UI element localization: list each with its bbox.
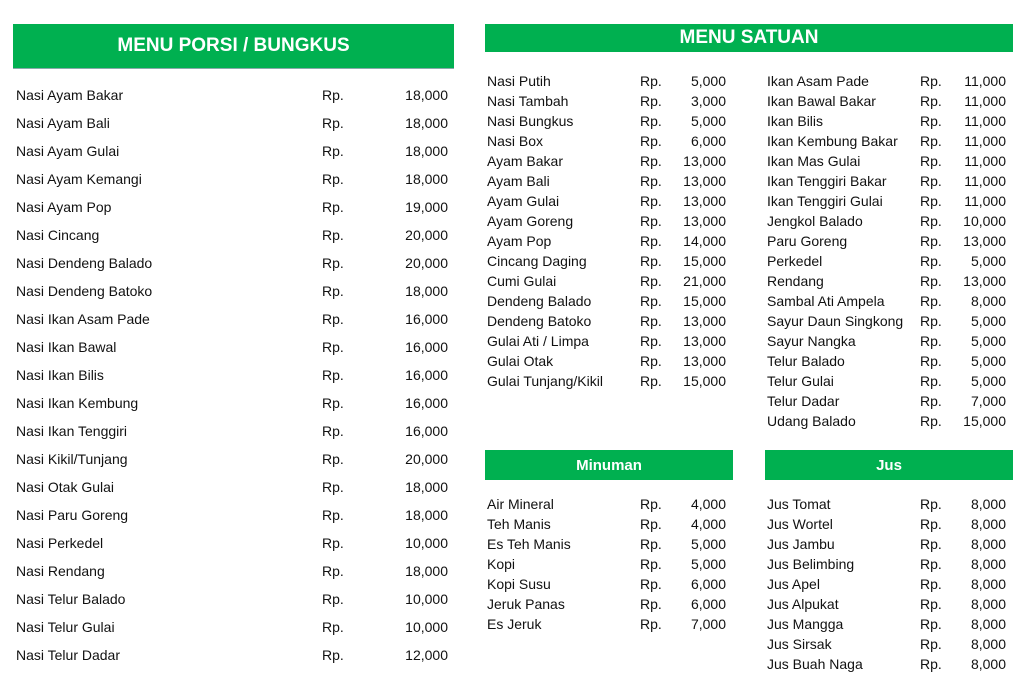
item-price: 20,000 — [405, 227, 448, 243]
item-currency: Rp. — [322, 255, 344, 271]
menu-item — [767, 393, 1006, 413]
item-name: Nasi Otak Gulai — [16, 479, 115, 495]
minuman-title: Minuman — [576, 456, 642, 474]
menu-item — [487, 173, 726, 193]
item-name: Nasi Ayam Bakar — [16, 87, 124, 103]
menu-item — [16, 395, 448, 423]
item-price: 11,000 — [964, 193, 1006, 209]
item-price: 15,000 — [683, 373, 726, 389]
item-price: 6,000 — [690, 576, 726, 592]
porsi-header — [13, 24, 454, 69]
item-price: 12,000 — [405, 647, 448, 663]
item-price: 8,000 — [970, 536, 1006, 552]
item-currency: Rp. — [322, 143, 344, 159]
item-price: 13,000 — [963, 233, 1006, 249]
item-name: Sayur Daun Singkong — [767, 313, 904, 329]
item-currency: Rp. — [640, 93, 662, 109]
item-name: Nasi Ikan Bilis — [16, 367, 104, 383]
item-currency: Rp. — [640, 313, 662, 329]
menu-item — [16, 535, 448, 563]
item-currency: Rp. — [640, 233, 662, 249]
item-currency: Rp. — [920, 193, 942, 209]
item-currency: Rp. — [920, 656, 942, 672]
item-price: 10,000 — [405, 591, 448, 607]
item-currency: Rp. — [640, 253, 662, 269]
menu-item — [487, 153, 726, 173]
item-price: 18,000 — [405, 115, 448, 131]
item-name: Nasi Ayam Pop — [16, 199, 112, 215]
menu-item — [487, 273, 726, 293]
item-price: 11,000 — [964, 113, 1006, 129]
minuman-list — [487, 496, 726, 636]
item-price: 16,000 — [405, 395, 448, 411]
item-currency: Rp. — [640, 293, 662, 309]
item-name: Jus Apel — [767, 576, 820, 592]
item-price: 19,000 — [405, 199, 448, 215]
menu-item — [16, 143, 448, 171]
item-price: 5,000 — [970, 333, 1006, 349]
satuan-right-list — [767, 73, 1006, 433]
menu-item — [767, 636, 1006, 656]
menu-item — [767, 353, 1006, 373]
item-currency: Rp. — [920, 333, 942, 349]
item-name: Nasi Cincang — [16, 227, 100, 243]
item-price: 13,000 — [683, 213, 726, 229]
item-name: Ikan Bawal Bakar — [767, 93, 876, 109]
item-name: Nasi Telur Dadar — [16, 647, 121, 663]
item-price: 8,000 — [970, 556, 1006, 572]
item-name: Jus Jambu — [767, 536, 835, 552]
menu-item — [767, 193, 1006, 213]
menu-item — [16, 591, 448, 619]
menu-item — [767, 333, 1006, 353]
item-name: Jus Tomat — [767, 496, 831, 512]
item-name: Ikan Bilis — [767, 113, 824, 129]
menu-item — [767, 313, 1006, 333]
item-price: 18,000 — [405, 143, 448, 159]
menu-item — [767, 253, 1006, 273]
item-name: Dendeng Batoko — [487, 313, 592, 329]
item-currency: Rp. — [920, 313, 942, 329]
jus-title: Jus — [876, 456, 902, 474]
item-price: 7,000 — [690, 616, 726, 632]
item-name: Nasi Dendeng Balado — [16, 255, 153, 271]
item-currency: Rp. — [640, 556, 662, 572]
item-price: 13,000 — [963, 273, 1006, 289]
item-name: Jus Mangga — [767, 616, 844, 632]
menu-item — [487, 556, 726, 576]
item-price: 18,000 — [405, 171, 448, 187]
item-price: 16,000 — [405, 367, 448, 383]
menu-item — [487, 536, 726, 556]
item-name: Nasi Bungkus — [487, 113, 574, 129]
item-price: 13,000 — [683, 153, 726, 169]
item-price: 5,000 — [690, 536, 726, 552]
item-currency: Rp. — [640, 536, 662, 552]
item-currency: Rp. — [920, 93, 942, 109]
porsi-title: MENU PORSI / BUNGKUS — [117, 35, 350, 56]
item-currency: Rp. — [322, 591, 344, 607]
menu-item — [16, 367, 448, 395]
item-name: Nasi Telur Gulai — [16, 619, 115, 635]
item-name: Kopi — [487, 556, 516, 572]
item-currency: Rp. — [920, 413, 942, 429]
item-name: Jus Belimbing — [767, 556, 855, 572]
item-currency: Rp. — [920, 576, 942, 592]
item-price: 4,000 — [690, 516, 726, 532]
item-name: Dendeng Balado — [487, 293, 592, 309]
menu-item — [16, 171, 448, 199]
item-currency: Rp. — [322, 507, 344, 523]
item-currency: Rp. — [920, 393, 942, 409]
item-name: Jus Alpukat — [767, 596, 839, 612]
item-price: 3,000 — [690, 93, 726, 109]
item-currency: Rp. — [920, 273, 942, 289]
menu-item — [487, 576, 726, 596]
item-name: Ikan Mas Gulai — [767, 153, 861, 169]
item-name: Ikan Tenggiri Gulai — [767, 193, 883, 209]
item-price: 11,000 — [964, 133, 1006, 149]
menu-item — [16, 339, 448, 367]
menu-item — [487, 496, 726, 516]
item-price: 8,000 — [970, 656, 1006, 672]
menu-item — [487, 333, 726, 353]
menu-item — [487, 193, 726, 213]
item-currency: Rp. — [640, 516, 662, 532]
item-price: 8,000 — [970, 636, 1006, 652]
item-name: Nasi Putih — [487, 73, 551, 89]
item-currency: Rp. — [920, 113, 942, 129]
item-name: Cincang Daging — [487, 253, 587, 269]
item-price: 18,000 — [405, 87, 448, 103]
item-price: 6,000 — [690, 133, 726, 149]
item-currency: Rp. — [640, 153, 662, 169]
item-currency: Rp. — [920, 636, 942, 652]
item-price: 8,000 — [970, 596, 1006, 612]
item-name: Air Mineral — [487, 496, 554, 512]
item-currency: Rp. — [640, 496, 662, 512]
item-price: 8,000 — [970, 293, 1006, 309]
item-name: Jeruk Panas — [487, 596, 565, 612]
item-price: 7,000 — [970, 393, 1006, 409]
menu-item — [767, 113, 1006, 133]
item-currency: Rp. — [640, 273, 662, 289]
menu-item — [487, 133, 726, 153]
item-price: 10,000 — [405, 619, 448, 635]
item-currency: Rp. — [322, 87, 344, 103]
item-currency: Rp. — [920, 536, 942, 552]
item-name: Nasi Kikil/Tunjang — [16, 451, 128, 467]
item-price: 13,000 — [683, 313, 726, 329]
item-currency: Rp. — [920, 293, 942, 309]
item-currency: Rp. — [322, 535, 344, 551]
item-currency: Rp. — [322, 283, 344, 299]
satuan-left-list — [487, 73, 726, 393]
item-name: Nasi Rendang — [16, 563, 105, 579]
item-currency: Rp. — [322, 339, 344, 355]
item-price: 13,000 — [683, 193, 726, 209]
item-currency: Rp. — [640, 133, 662, 149]
item-currency: Rp. — [322, 227, 344, 243]
item-name: Nasi Dendeng Batoko — [16, 283, 153, 299]
item-name: Gulai Tunjang/Kikil — [487, 373, 603, 389]
item-price: 18,000 — [405, 283, 448, 299]
menu-item — [487, 93, 726, 113]
item-currency: Rp. — [640, 213, 662, 229]
item-price: 14,000 — [683, 233, 726, 249]
item-currency: Rp. — [920, 516, 942, 532]
item-price: 15,000 — [683, 253, 726, 269]
item-price: 5,000 — [690, 556, 726, 572]
menu-item — [767, 656, 1006, 676]
item-currency: Rp. — [322, 367, 344, 383]
item-name: Teh Manis — [487, 516, 551, 532]
item-price: 18,000 — [405, 479, 448, 495]
item-name: Sambal Ati Ampela — [767, 293, 885, 309]
menu-item — [487, 253, 726, 273]
item-name: Nasi Tambah — [487, 93, 569, 109]
item-currency: Rp. — [920, 556, 942, 572]
item-price: 8,000 — [970, 576, 1006, 592]
item-currency: Rp. — [322, 451, 344, 467]
menu-item — [767, 536, 1006, 556]
item-name: Ikan Tenggiri Bakar — [767, 173, 887, 189]
item-name: Nasi Ayam Bali — [16, 115, 110, 131]
item-name: Jus Sirsak — [767, 636, 832, 652]
item-price: 10,000 — [963, 213, 1006, 229]
item-name: Nasi Ikan Bawal — [16, 339, 117, 355]
item-name: Es Teh Manis — [487, 536, 571, 552]
menu-item — [16, 311, 448, 339]
menu-item — [16, 619, 448, 647]
item-name: Es Jeruk — [487, 616, 542, 632]
menu-item — [487, 313, 726, 333]
menu-item — [487, 353, 726, 373]
item-currency: Rp. — [920, 233, 942, 249]
item-price: 16,000 — [405, 423, 448, 439]
item-name: Gulai Ati / Limpa — [487, 333, 589, 349]
item-name: Nasi Ayam Kemangi — [16, 171, 142, 187]
item-name: Nasi Telur Balado — [16, 591, 126, 607]
item-name: Nasi Paru Goreng — [16, 507, 129, 523]
menu-item — [767, 213, 1006, 233]
item-name: Ayam Goreng — [487, 213, 574, 229]
menu-item — [16, 479, 448, 507]
menu-item — [767, 233, 1006, 253]
item-name: Nasi Ikan Kembung — [16, 395, 139, 411]
item-currency: Rp. — [322, 619, 344, 635]
item-price: 18,000 — [405, 563, 448, 579]
menu-item — [16, 227, 448, 255]
item-name: Jengkol Balado — [767, 213, 863, 229]
menu-item — [16, 423, 448, 451]
item-price: 16,000 — [405, 339, 448, 355]
item-name: Sayur Nangka — [767, 333, 856, 349]
menu-item — [16, 255, 448, 283]
menu-item — [767, 596, 1006, 616]
item-name: Gulai Otak — [487, 353, 554, 369]
item-price: 10,000 — [405, 535, 448, 551]
satuan-title: MENU SATUAN — [679, 27, 819, 48]
item-currency: Rp. — [322, 395, 344, 411]
menu-item — [16, 115, 448, 143]
item-price: 11,000 — [964, 153, 1006, 169]
item-price: 8,000 — [970, 496, 1006, 512]
menu-item — [767, 173, 1006, 193]
item-currency: Rp. — [920, 153, 942, 169]
menu-item — [767, 576, 1006, 596]
item-price: 13,000 — [683, 173, 726, 189]
item-currency: Rp. — [322, 423, 344, 439]
item-name: Ayam Pop — [487, 233, 552, 249]
item-currency: Rp. — [322, 479, 344, 495]
menu-item — [767, 556, 1006, 576]
item-currency: Rp. — [920, 353, 942, 369]
menu-item — [16, 199, 448, 227]
item-price: 18,000 — [405, 507, 448, 523]
menu-item — [767, 133, 1006, 153]
item-name: Perkedel — [767, 253, 823, 269]
item-currency: Rp. — [920, 596, 942, 612]
item-price: 5,000 — [970, 253, 1006, 269]
menu-item — [487, 113, 726, 133]
item-name: Ayam Bakar — [487, 153, 563, 169]
item-name: Jus Wortel — [767, 516, 833, 532]
item-price: 5,000 — [970, 373, 1006, 389]
menu-item — [487, 616, 726, 636]
menu-item — [487, 233, 726, 253]
item-name: Nasi Ikan Asam Pade — [16, 311, 150, 327]
menu-item — [767, 496, 1006, 516]
item-name: Ayam Bali — [487, 173, 550, 189]
item-name: Nasi Ayam Gulai — [16, 143, 120, 159]
menu-item — [16, 563, 448, 591]
menu-item — [16, 647, 448, 675]
item-price: 11,000 — [964, 93, 1006, 109]
menu-item — [767, 293, 1006, 313]
item-currency: Rp. — [920, 133, 942, 149]
item-price: 8,000 — [970, 616, 1006, 632]
item-price: 6,000 — [690, 596, 726, 612]
menu-item — [767, 516, 1006, 536]
menu-item — [767, 373, 1006, 393]
item-name: Nasi Perkedel — [16, 535, 104, 551]
item-price: 15,000 — [963, 413, 1006, 429]
item-currency: Rp. — [640, 173, 662, 189]
item-name: Nasi Box — [487, 133, 544, 149]
menu-item — [767, 73, 1006, 93]
item-price: 5,000 — [970, 353, 1006, 369]
item-currency: Rp. — [640, 576, 662, 592]
item-name: Paru Goreng — [767, 233, 848, 249]
menu-item — [16, 451, 448, 479]
item-currency: Rp. — [322, 171, 344, 187]
item-name: Telur Dadar — [767, 393, 840, 409]
item-price: 5,000 — [690, 73, 726, 89]
menu-item — [487, 596, 726, 616]
satuan-header — [485, 24, 1013, 52]
item-name: Udang Balado — [767, 413, 856, 429]
item-currency: Rp. — [640, 73, 662, 89]
item-price: 5,000 — [970, 313, 1006, 329]
menu-item — [16, 283, 448, 311]
menu-item — [487, 73, 726, 93]
item-currency: Rp. — [322, 563, 344, 579]
item-currency: Rp. — [920, 496, 942, 512]
item-name: Nasi Ikan Tenggiri — [16, 423, 128, 439]
item-name: Telur Balado — [767, 353, 845, 369]
menu-item — [16, 87, 448, 115]
item-currency: Rp. — [640, 373, 662, 389]
item-currency: Rp. — [920, 173, 942, 189]
item-name: Ayam Gulai — [487, 193, 560, 209]
item-currency: Rp. — [640, 353, 662, 369]
item-price: 4,000 — [690, 496, 726, 512]
item-price: 13,000 — [683, 353, 726, 369]
item-price: 8,000 — [970, 516, 1006, 532]
item-price: 5,000 — [690, 113, 726, 129]
menu-item — [487, 516, 726, 536]
item-price: 15,000 — [683, 293, 726, 309]
menu-item — [487, 213, 726, 233]
item-price: 13,000 — [683, 333, 726, 349]
item-price: 20,000 — [405, 255, 448, 271]
item-name: Jus Buah Naga — [767, 656, 863, 672]
menu-item — [767, 153, 1006, 173]
item-currency: Rp. — [640, 193, 662, 209]
item-currency: Rp. — [322, 311, 344, 327]
item-currency: Rp. — [640, 113, 662, 129]
jus-list — [767, 496, 1006, 676]
item-currency: Rp. — [322, 199, 344, 215]
item-currency: Rp. — [640, 616, 662, 632]
item-name: Cumi Gulai — [487, 273, 557, 289]
menu-item — [16, 507, 448, 535]
item-price: 11,000 — [964, 173, 1006, 189]
item-name: Kopi Susu — [487, 576, 551, 592]
item-name: Ikan Asam Pade — [767, 73, 869, 89]
item-price: 16,000 — [405, 311, 448, 327]
menu-item — [767, 413, 1006, 433]
menu-item — [767, 616, 1006, 636]
item-name: Rendang — [767, 273, 824, 289]
item-currency: Rp. — [640, 333, 662, 349]
item-name: Telur Gulai — [767, 373, 834, 389]
menu-item — [487, 373, 726, 393]
menu-item — [487, 293, 726, 313]
porsi-list — [16, 87, 448, 675]
jus-header — [765, 450, 1013, 480]
item-currency: Rp. — [920, 616, 942, 632]
item-price: 11,000 — [964, 73, 1006, 89]
item-currency: Rp. — [322, 115, 344, 131]
minuman-header — [485, 450, 733, 480]
item-currency: Rp. — [322, 647, 344, 663]
item-currency: Rp. — [920, 213, 942, 229]
item-currency: Rp. — [920, 373, 942, 389]
item-currency: Rp. — [920, 73, 942, 89]
item-price: 20,000 — [405, 451, 448, 467]
item-name: Ikan Kembung Bakar — [767, 133, 898, 149]
item-price: 21,000 — [683, 273, 726, 289]
item-currency: Rp. — [920, 253, 942, 269]
menu-item — [767, 93, 1006, 113]
menu-item — [767, 273, 1006, 293]
item-currency: Rp. — [640, 596, 662, 612]
